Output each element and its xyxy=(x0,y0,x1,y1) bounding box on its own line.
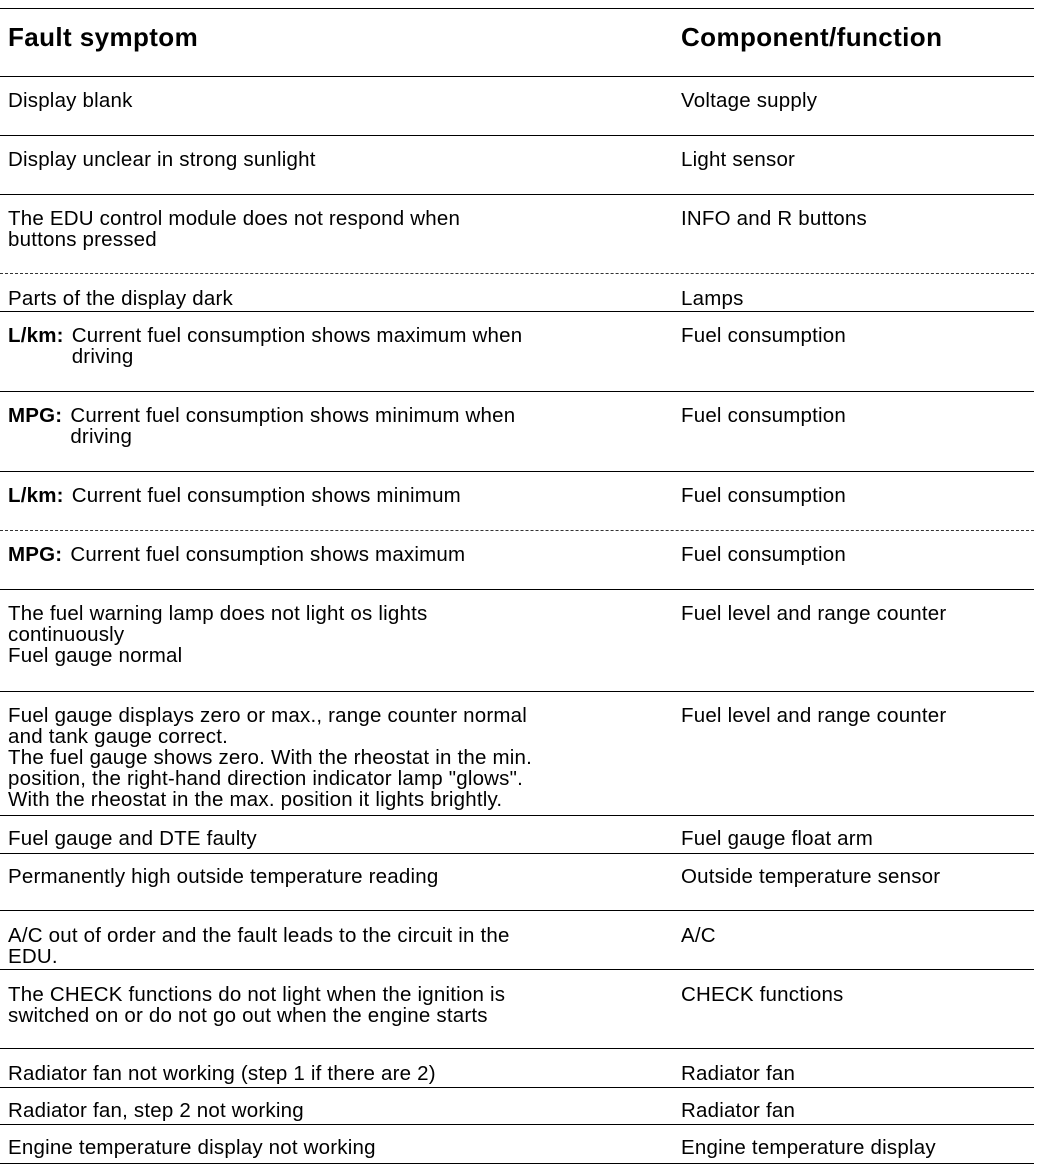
rule xyxy=(0,853,1034,854)
row-symptom: The fuel warning lamp does not light os lights continuously Fuel gauge normal xyxy=(8,602,428,667)
row-symptom: Current fuel consumption shows maximum xyxy=(70,543,466,566)
row-unit-label: L/km: xyxy=(8,324,64,347)
row-symptom: Current fuel consumption shows maximum when driving xyxy=(71,324,523,368)
row-component: A/C xyxy=(681,924,716,947)
row-symptom: Radiator fan, step 2 not working xyxy=(8,1099,304,1122)
rule xyxy=(0,589,1034,590)
row-component: Fuel level and range counter xyxy=(681,704,947,727)
rule xyxy=(0,311,1034,312)
row-symptom: Fuel gauge displays zero or max., range counter normal and tank gauge correct. The fuel gauge shows zero. With the rheostat in the min. position, the right-hand direction indicator lamp "glows". With the rheostat in the max. position it lights brightly. xyxy=(8,704,532,811)
header-fault-symptom: Fault symptom xyxy=(8,22,199,52)
row-unit-label: MPG: xyxy=(8,404,63,427)
row-component: Fuel level and range counter xyxy=(681,602,947,625)
row-symptom: Permanently high outside temperature reading xyxy=(8,865,439,888)
row-symptom-wrap xyxy=(8,325,676,367)
rule xyxy=(0,691,1034,692)
rule xyxy=(0,815,1034,816)
rule xyxy=(0,194,1034,195)
row-component: Outside temperature sensor xyxy=(681,865,941,888)
row-symptom: Parts of the display dark xyxy=(8,287,233,310)
rule xyxy=(0,471,1034,472)
row-component: Engine temperature display xyxy=(681,1136,936,1159)
row-component: Light sensor xyxy=(681,148,796,171)
row-component: Fuel gauge float arm xyxy=(681,827,874,850)
header-component-function: Component/function xyxy=(681,22,943,52)
row-component: CHECK functions xyxy=(681,983,844,1006)
rule xyxy=(0,76,1034,77)
row-component: Fuel consumption xyxy=(681,324,847,347)
row-symptom: The EDU control module does not respond when buttons pressed xyxy=(8,207,461,251)
row-symptom-wrap xyxy=(8,544,676,565)
row-symptom: Current fuel consumption shows minimum xyxy=(71,484,461,507)
rule xyxy=(0,1124,1034,1125)
rule xyxy=(0,273,1034,274)
rule xyxy=(0,910,1034,911)
row-component: Radiator fan xyxy=(681,1062,796,1085)
row-symptom-wrap xyxy=(8,485,676,506)
row-component: Voltage supply xyxy=(681,89,818,112)
rule xyxy=(0,1048,1034,1049)
rule xyxy=(0,1087,1034,1088)
row-unit-label: L/km: xyxy=(8,484,64,507)
rule xyxy=(0,530,1034,531)
row-component: Fuel consumption xyxy=(681,484,847,507)
row-symptom: Display unclear in strong sunlight xyxy=(8,148,316,171)
row-unit-label: MPG: xyxy=(8,543,63,566)
row-symptom: The CHECK functions do not light when the ignition is switched on or do not go out when the engine starts xyxy=(8,983,506,1027)
row-symptom: A/C out of order and the fault leads to the circuit in the EDU. xyxy=(8,924,510,968)
row-symptom: Engine temperature display not working xyxy=(8,1136,376,1159)
row-symptom: Fuel gauge and DTE faulty xyxy=(8,827,257,850)
rule xyxy=(0,1163,1034,1164)
row-component: INFO and R buttons xyxy=(681,207,867,230)
row-component: Fuel consumption xyxy=(681,404,847,427)
row-symptom: Radiator fan not working (step 1 if there are 2) xyxy=(8,1062,436,1085)
row-component: Fuel consumption xyxy=(681,543,847,566)
row-component: Radiator fan xyxy=(681,1099,796,1122)
row-symptom: Display blank xyxy=(8,89,133,112)
row-component: Lamps xyxy=(681,287,744,310)
rule xyxy=(0,969,1034,970)
row-symptom: Current fuel consumption shows minimum when driving xyxy=(70,404,516,448)
row-symptom-wrap xyxy=(8,405,676,447)
rule xyxy=(0,135,1034,136)
rule xyxy=(0,391,1034,392)
rule xyxy=(0,8,1034,9)
